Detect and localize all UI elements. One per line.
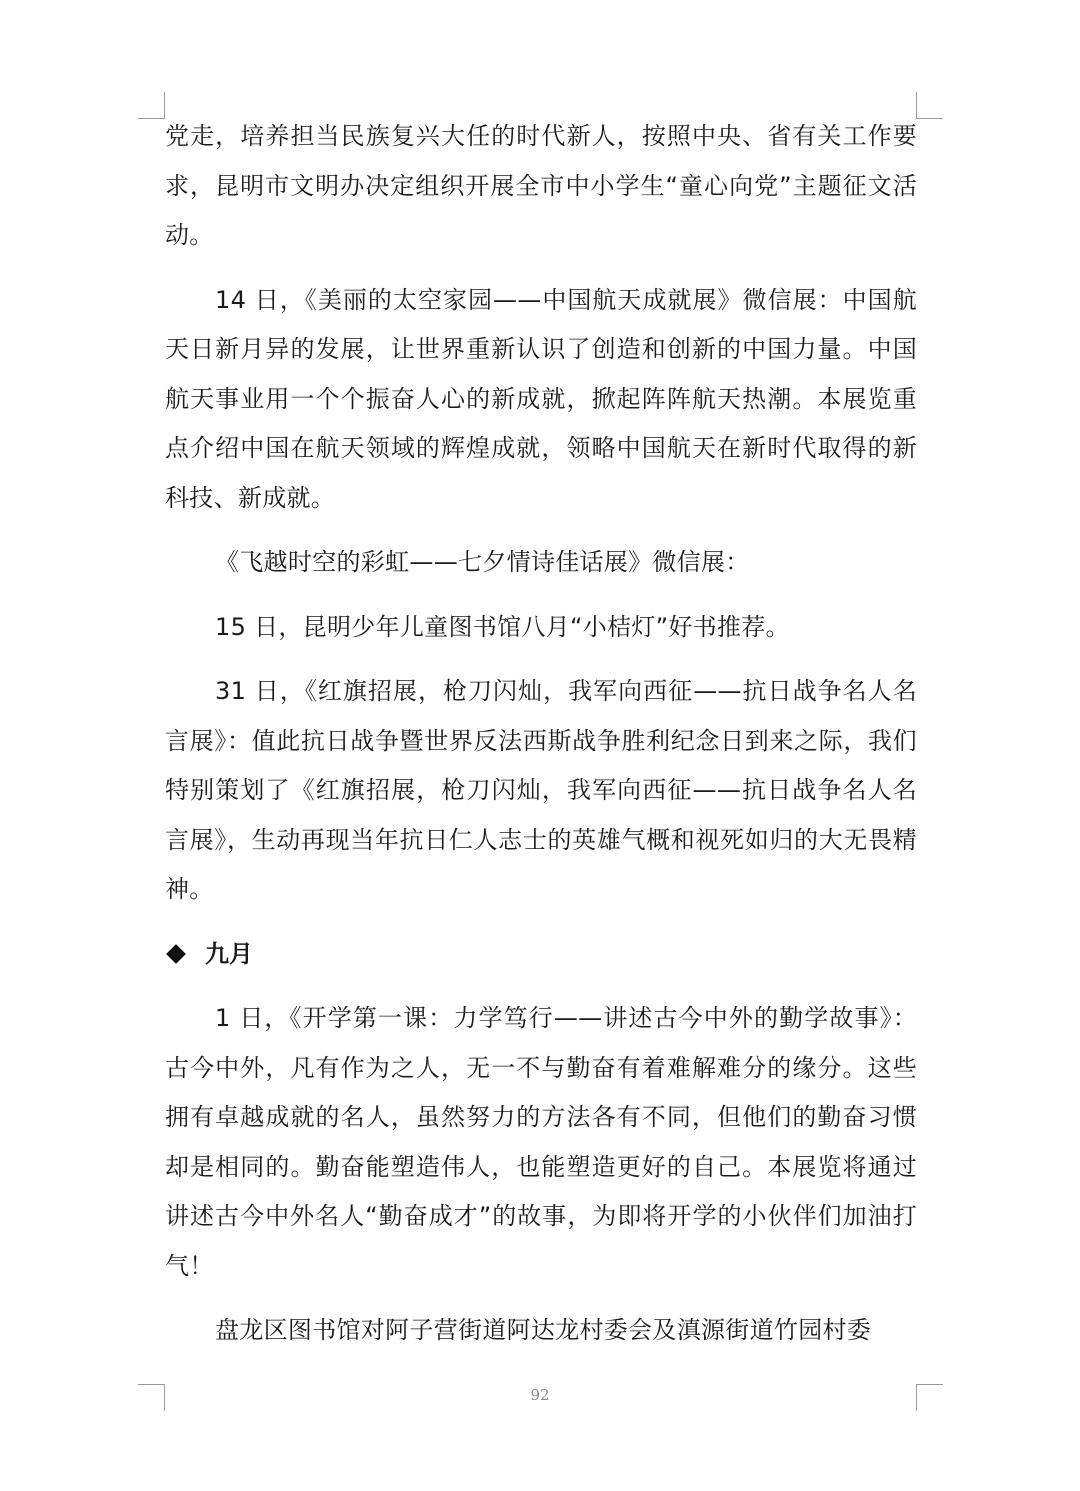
paragraph-aerospace-exhibition: 14 日，《美丽的太空家园——中国航天成就展》微信展：中国航天日新月异的发展，让世界重新认识了创造和创新的中国力量。中国航天事业用一个个振奋人心的新成就，掀起阵阵航天热潮。本展览重点介绍中国在航天领域的辉煌成就，领略中国航天在新时代取得的新科技、新成就。	[165, 285, 917, 512]
crop-mark-top-right	[916, 92, 943, 119]
page-body	[165, 112, 917, 1356]
page-number: 92	[530, 1386, 550, 1404]
section-heading-text: 九月	[205, 939, 253, 968]
paragraph-war-exhibition: 31 日，《红旗招展，枪刀闪灿，我军向西征——抗日战争名人名言展》：值此抗日战争暨世界反法西斯战争胜利纪念日到来之际，我们特别策划了《红旗招展，枪刀闪灿，我军向西征——抗日战争名人名言展》，生动再现当年抗日仁人志士的英雄气概和视死如归的大无畏精神。	[165, 677, 917, 903]
crop-mark-top-left	[138, 92, 165, 119]
section-heading-september	[165, 930, 917, 980]
paragraph-first-lesson: 1 日，《开学第一课：力学笃行——讲述古今中外的勤学故事》：古今中外，凡有作为之人，无一不与勤奋有着难解难分的缘分。这些拥有卓越成就的名人，虽然努力的方法各有不同，但他们的勤奋习惯却是相同的。勤奋能塑造伟人，也能塑造更好的自己。本展览将通过讲述古今中外名人“勤奋成才”的故事，为即将开学的小伙伴们加油打气！	[165, 1004, 917, 1280]
paragraph-continuation: 党走，培养担当民族复兴大任的时代新人，按照中央、省有关工作要求，昆明市文明办决定组织开展全市中小学生“童心向党”主题征文活动。	[165, 122, 917, 249]
paragraph-qixi-exhibition: 《飞越时空的彩虹——七夕情诗佳话展》微信展：	[215, 548, 750, 576]
diamond-bullet-icon	[166, 944, 186, 964]
paragraph-book-recommendation: 15 日，昆明少年儿童图书馆八月“小桔灯”好书推荐。	[215, 612, 790, 641]
paragraph-panlong-library: 盘龙区图书馆对阿子营街道阿达龙村委会及滇源街道竹园村委	[215, 1316, 872, 1344]
